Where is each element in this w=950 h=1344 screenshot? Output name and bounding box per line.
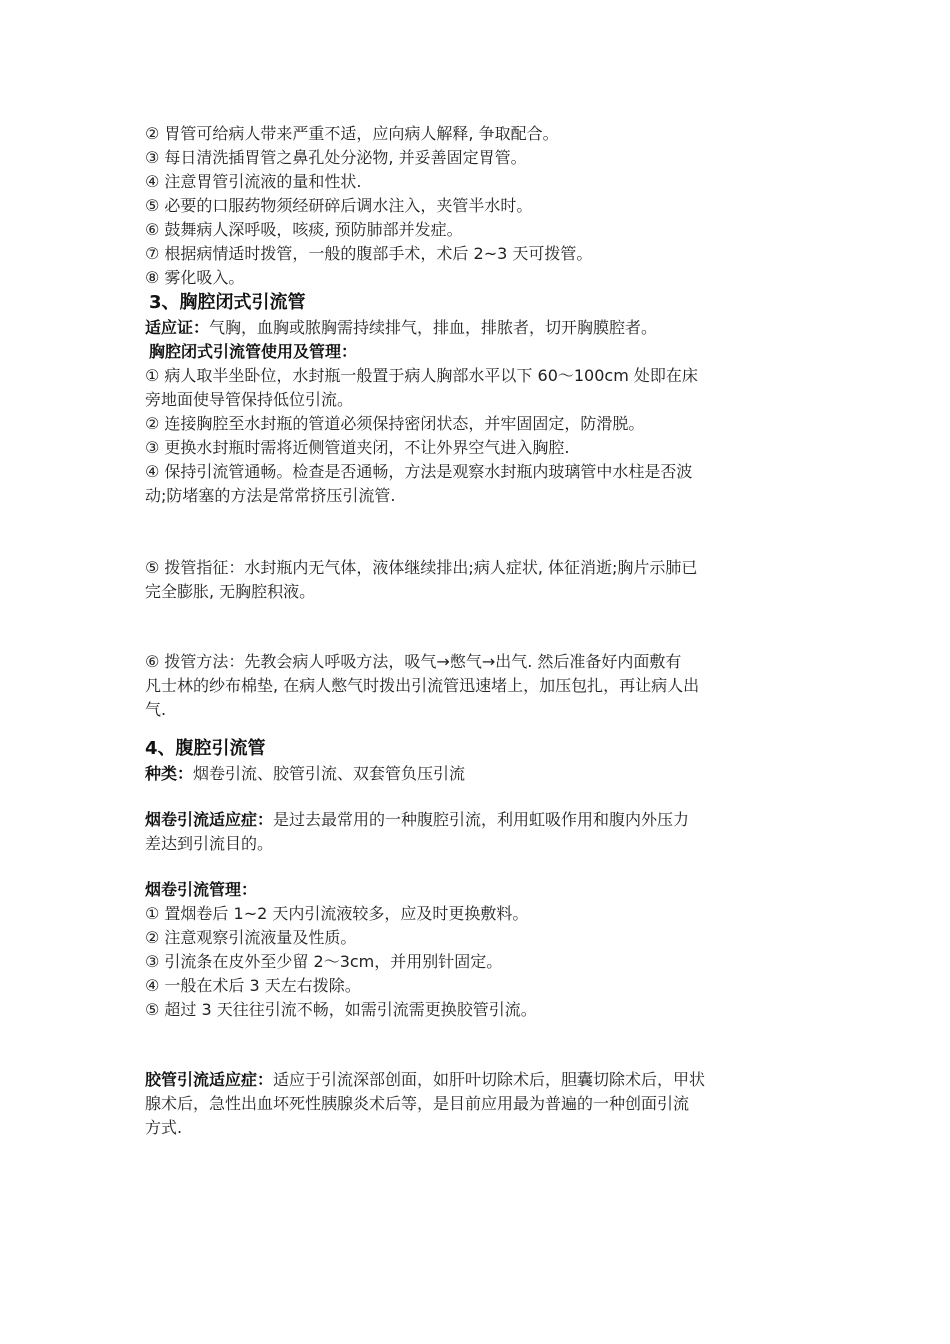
spacer xyxy=(145,1022,815,1068)
list-item: ⑥ 拨管方法：先教会病人呼吸方法，吸气→憋气→出气. 然后准备好内面敷有 xyxy=(145,652,682,671)
list-item-continued: 凡士林的纱布棉垫, 在病人憋气时拨出引流管迅速堵上，加压包扎，再让病人出 xyxy=(145,676,700,695)
rubber-indication-label: 胶管引流适应症： xyxy=(145,1070,274,1089)
management-heading: 胸腔闭式引流管使用及管理： xyxy=(149,342,358,361)
cigarette-indication-label: 烟卷引流适应症： xyxy=(145,810,274,829)
list-item: ③ 每日清洗插胃管之鼻孔处分泌物, 并妥善固定胃管。 xyxy=(145,148,527,167)
indication-text: 气胸，血胸或脓胸需持续排气，排血，排脓者，切开胸膜腔者。 xyxy=(209,318,658,337)
list-item: ⑦ 根据病情适时拨管，一般的腹部手术，术后 2~3 天可拨管。 xyxy=(145,244,593,263)
list-item: ② 连接胸腔至水封瓶的管道必须保持密闭状态，并牢固固定，防滑脱。 xyxy=(145,414,645,433)
spacer xyxy=(145,856,815,878)
spacer xyxy=(145,722,815,736)
types-line xyxy=(145,762,815,786)
list-item: ① 置烟卷后 1~2 天内引流液较多，应及时更换敷料。 xyxy=(145,904,529,923)
rubber-indication-continued: 方式. xyxy=(145,1118,183,1137)
list-item-continued: 完全膨胀, 无胸腔积液。 xyxy=(145,582,316,601)
list-item: ⑥ 鼓舞病人深呼吸，咳痰, 预防肺部并发症。 xyxy=(145,220,463,239)
indication-label: 适应证： xyxy=(145,318,210,337)
spacer xyxy=(145,604,815,650)
rubber-indication-text: 适应于引流深部创面，如肝叶切除术后，胆囊切除术后，甲状 xyxy=(273,1070,706,1089)
list-item: ④ 一般在术后 3 天左右拨除。 xyxy=(145,976,361,995)
types-text: 烟卷引流、胶管引流、双套管负压引流 xyxy=(193,764,466,783)
list-item: ⑧ 雾化吸入。 xyxy=(145,268,245,287)
list-item: ⑤ 超过 3 天往往引流不畅，如需引流需更换胶管引流。 xyxy=(145,1000,537,1019)
list-item: ② 注意观察引流液量及性质。 xyxy=(145,928,357,947)
rubber-indication-line xyxy=(145,1068,815,1092)
list-item-continued: 旁地面使导管保持低位引流。 xyxy=(145,390,354,409)
list-item: ⑤ 必要的口服药物须经研碎后调水注入，夹管半水时。 xyxy=(145,196,533,215)
spacer xyxy=(145,508,815,556)
spacer xyxy=(145,786,815,808)
section-heading-chest-drain: 3、胸腔闭式引流管 xyxy=(149,292,306,313)
list-item: ① 病人取半坐卧位，水封瓶一般置于病人胸部水平以下 60～100cm 处即在床 xyxy=(145,366,698,385)
list-item: ③ 更换水封瓶时需将近侧管道夹闭，不让外界空气进入胸腔. xyxy=(145,438,570,457)
list-item: ② 胃管可给病人带来严重不适，应向病人解释, 争取配合。 xyxy=(145,124,559,143)
cigarette-indication-line xyxy=(145,808,815,832)
document-page xyxy=(145,122,815,1140)
list-item: ⑤ 拨管指征：水封瓶内无气体，液体继续排出;病人症状, 体征消逝;胸片示肺已 xyxy=(145,558,698,577)
list-item: ④ 保持引流管通畅。检查是否通畅，方法是观察水封瓶内玻璃管中水柱是否波 xyxy=(145,462,693,481)
rubber-indication-continued: 腺术后，急性出血坏死性胰腺炎术后等，是目前应用最为普遍的一种创面引流 xyxy=(145,1094,690,1113)
list-item-continued: 动;防堵塞的方法是常常挤压引流管. xyxy=(145,486,396,505)
list-item-continued: 气. xyxy=(145,700,167,719)
types-label: 种类： xyxy=(145,764,194,783)
indication-line xyxy=(145,316,815,340)
cigarette-management-heading: 烟卷引流管理： xyxy=(145,880,258,899)
cigarette-indication-text: 是过去最常用的一种腹腔引流，利用虹吸作用和腹内外压力 xyxy=(273,810,690,829)
list-item: ④ 注意胃管引流液的量和性状. xyxy=(145,172,362,191)
cigarette-indication-continued: 差达到引流目的。 xyxy=(145,834,274,853)
section-heading-abdominal-drain: 4、腹腔引流管 xyxy=(145,738,266,759)
list-item: ③ 引流条在皮外至少留 2～3cm，并用别针固定。 xyxy=(145,952,503,971)
